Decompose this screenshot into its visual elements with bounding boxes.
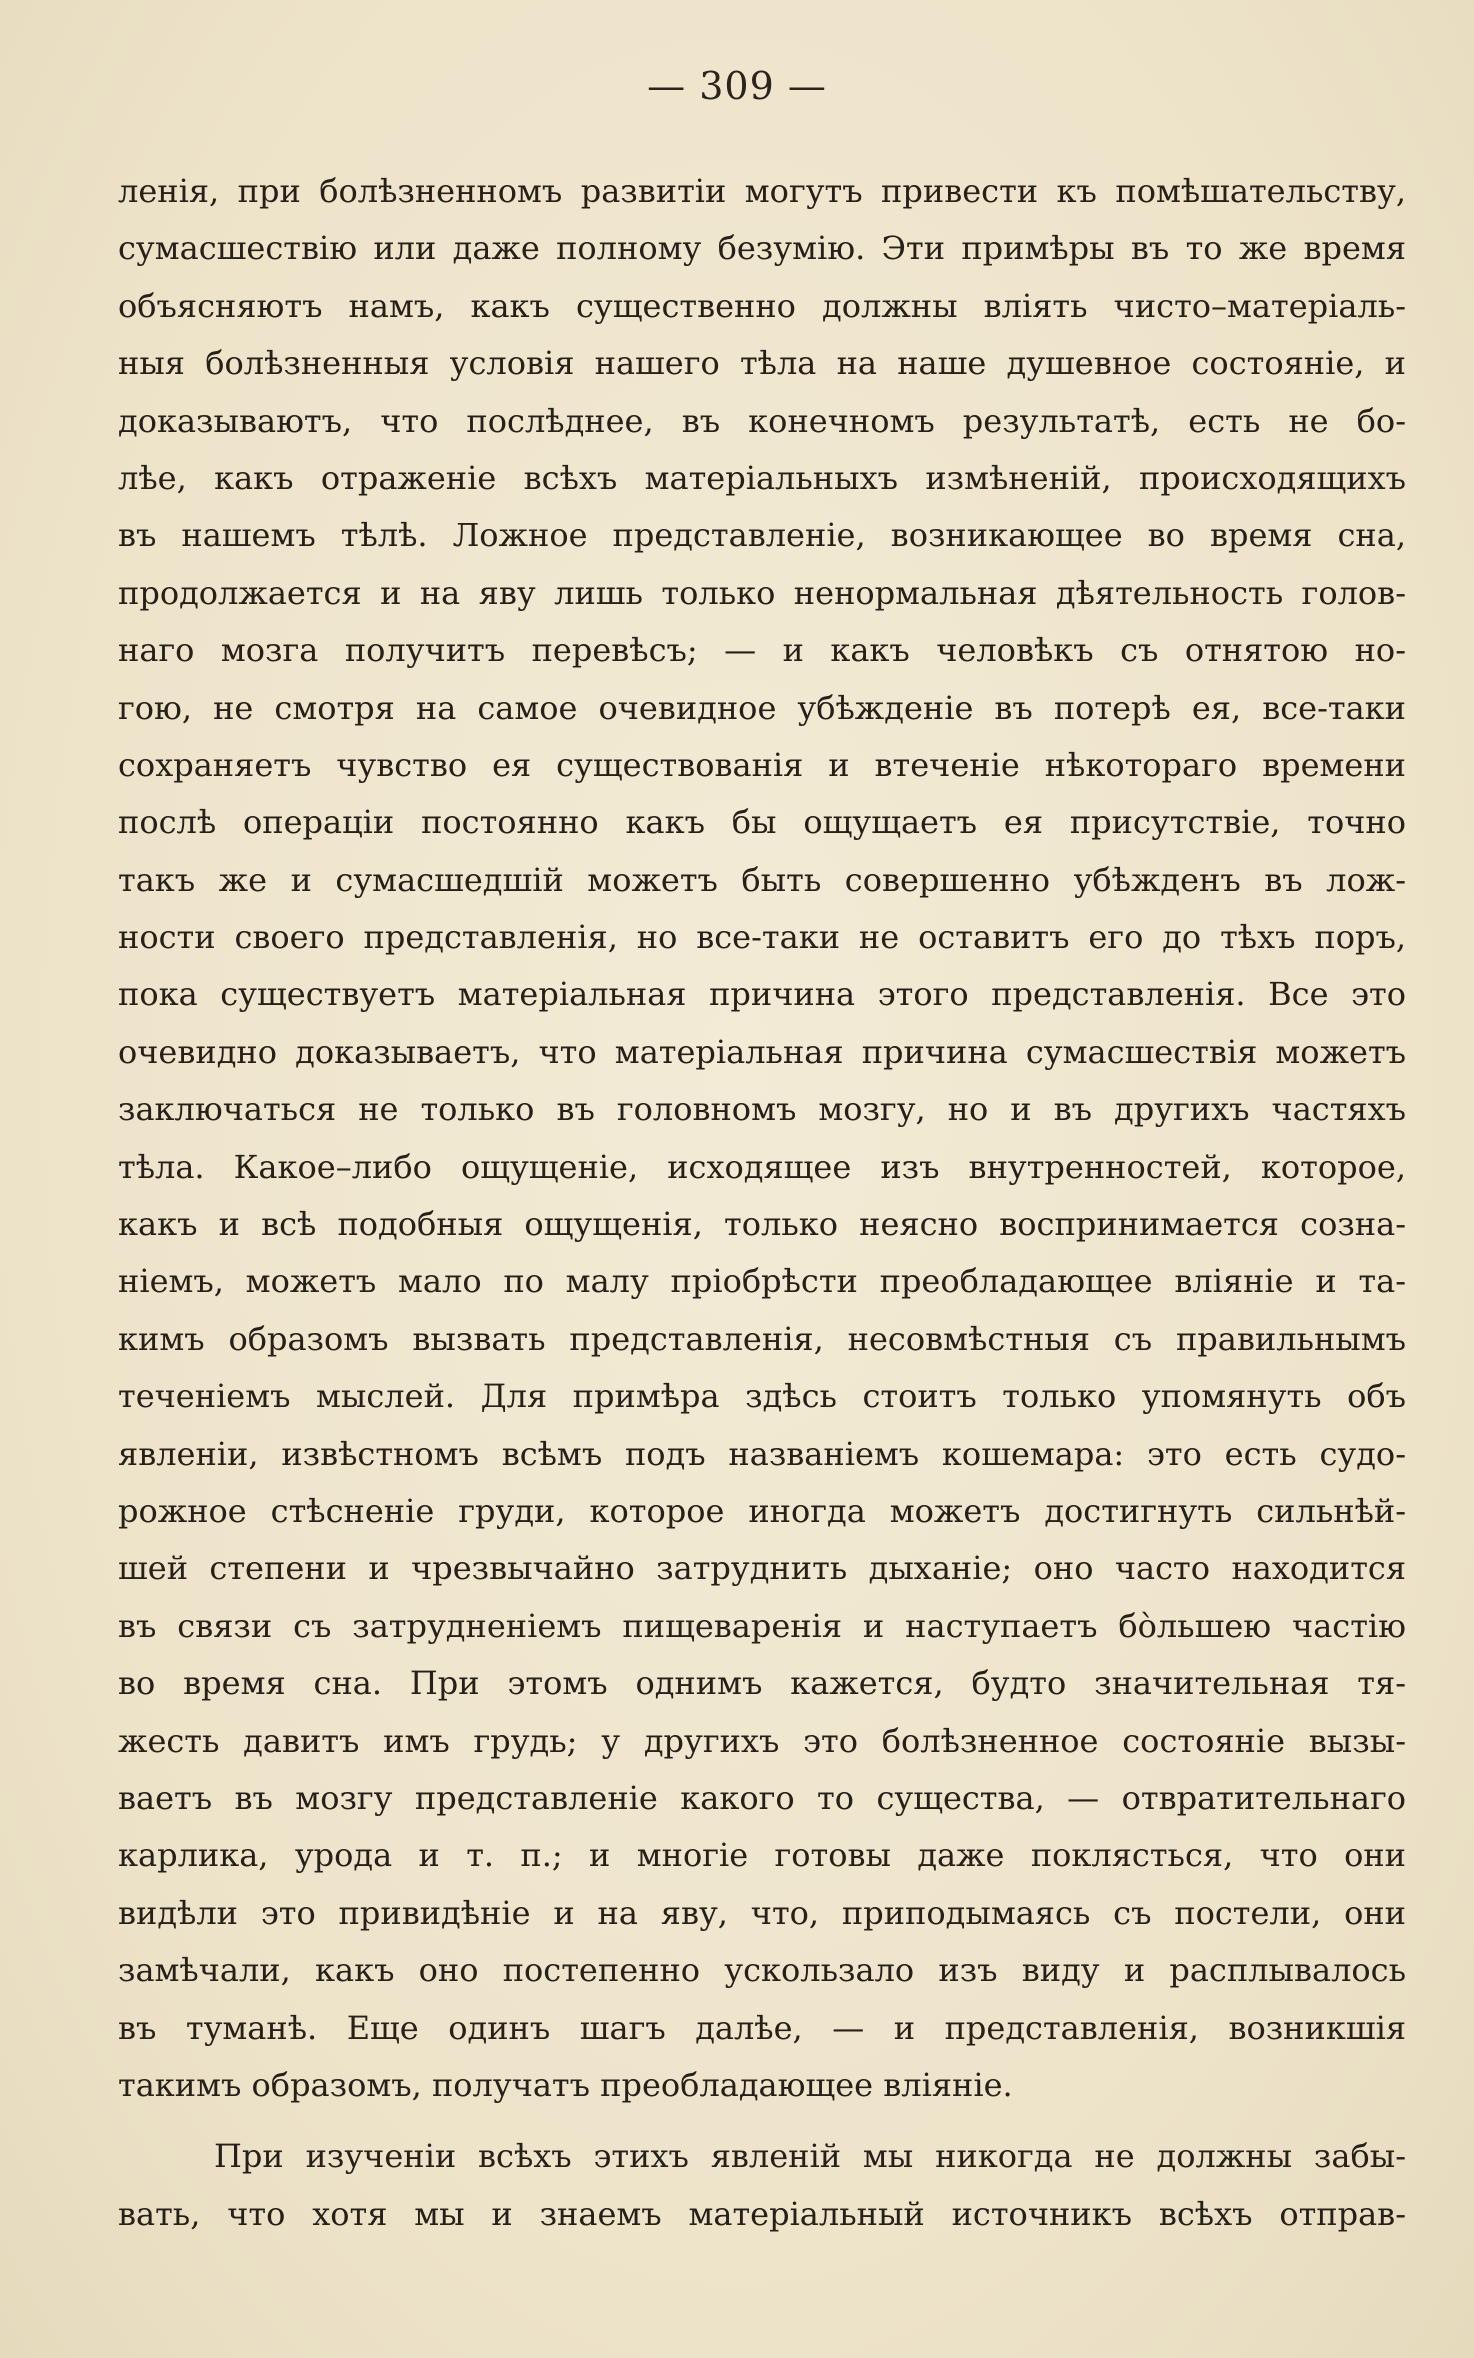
- text-line: шей степени и чрезвычайно затруднить дыханіе; оно часто находится: [118, 1549, 1406, 1588]
- text-line: замѣчали, какъ оно постепенно ускользало изъ виду и расплывалось: [118, 1951, 1406, 1990]
- text-line: явленіи, извѣстномъ всѣмъ подъ названіемъ кошемара: это есть судо-: [118, 1434, 1406, 1473]
- text-line: ленія, при болѣзненномъ развитіи могутъ привести къ помѣшательству,: [118, 172, 1406, 210]
- text-line: такимъ образомъ, получатъ преобладающее вліяніе.: [118, 2065, 1013, 2104]
- text-line: заключаться не только въ головномъ мозгу, но и въ другихъ частяхъ: [118, 1090, 1406, 1129]
- text-line: какъ и всѣ подобныя ощущенія, только неясно воспринимается созна-: [118, 1205, 1406, 1244]
- text-line: ности своего представленія, но все-таки не оставитъ его до тѣхъ поръ,: [118, 918, 1406, 957]
- text-line: вать, что хотя мы и знаемъ матеріальный источникъ всѣхъ отправ-: [118, 2194, 1406, 2233]
- paragraph-gap: [118, 2114, 1406, 2128]
- text-line: сумасшествію или даже полному безумію. Эти примѣры въ то же время: [118, 229, 1406, 268]
- text-line: сохраняетъ чувство ея существованія и втеченіе нѣкотораго времени: [118, 745, 1406, 784]
- text-line: во время сна. При этомъ однимъ кажется, будто значительная тя-: [118, 1664, 1406, 1703]
- paragraph-1: [118, 163, 1406, 2114]
- text-line: такъ же и сумасшедшій можетъ быть совершенно убѣжденъ въ лож-: [118, 860, 1406, 899]
- text-line: послѣ операціи постоянно какъ бы ощущаетъ ея присутствіе, точно: [118, 803, 1406, 842]
- text-line: жесть давитъ имъ грудь; у другихъ это болѣзненное состояніе вызы-: [118, 1721, 1406, 1760]
- text-line: въ связи съ затрудненіемъ пищеваренія и наступаетъ бо̀льшею частію: [118, 1606, 1406, 1645]
- text-line: видѣли это привидѣніе и на яву, что, приподымаясь съ постели, они: [118, 1893, 1406, 1932]
- text-line: очевидно доказываетъ, что матеріальная причина сумасшествія можетъ: [118, 1032, 1406, 1071]
- page-number: — 309 —: [647, 64, 827, 108]
- text-line: въ нашемъ тѣлѣ. Ложное представленіе, возникающее во время сна,: [118, 516, 1406, 555]
- text-line: теченіемъ мыслей. Для примѣра здѣсь стоитъ только упомянуть объ: [118, 1377, 1406, 1416]
- text-line: лѣе, какъ отраженіе всѣхъ матеріальныхъ измѣненій, происходящихъ: [118, 458, 1406, 497]
- text-line: тѣла. Какое–либо ощущеніе, исходящее изъ внутренностей, которое,: [118, 1147, 1406, 1186]
- text-line: доказываютъ, что послѣднее, въ конечномъ результатѣ, есть не бо-: [118, 401, 1406, 440]
- text-line: пока существуетъ матеріальная причина этого представленія. Все это: [118, 975, 1406, 1014]
- text-line: продолжается и на яву лишь только ненормальная дѣятельность голов-: [118, 573, 1406, 612]
- text-line: ваетъ въ мозгу представленіе какого то существа, — отвратительнаго: [118, 1778, 1406, 1817]
- text-line: рожное стѣсненіе груди, которое иногда можетъ достигнуть сильнѣй-: [118, 1491, 1406, 1530]
- text-line: наго мозга получитъ перевѣсъ; — и какъ человѣкъ съ отнятою но-: [118, 631, 1406, 670]
- text-line: въ туманѣ. Еще одинъ шагъ далѣе, — и представленія, возникшія: [118, 2008, 1406, 2047]
- text-line: карлика, урода и т. п.; и многіе готовы даже поклясться, что они: [118, 1836, 1406, 1875]
- body-text: [118, 163, 1406, 2243]
- text-line: ніемъ, можетъ мало по малу пріобрѣсти преобладающее вліяніе и та-: [118, 1262, 1406, 1301]
- text-line: При изученіи всѣхъ этихъ явленій мы никогда не должны забы-: [214, 2137, 1406, 2176]
- text-line: ныя болѣзненныя условія нашего тѣла на наше душевное состояніе, и: [118, 344, 1406, 383]
- text-line: объясняютъ намъ, какъ существенно должны вліять чисто–матеріаль-: [118, 286, 1406, 325]
- text-line: гою, не смотря на самое очевидное убѣжденіе въ потерѣ ея, все-таки: [118, 688, 1406, 727]
- paragraph-2: [118, 2128, 1406, 2243]
- text-line: кимъ образомъ вызвать представленія, несовмѣстныя съ правильнымъ: [118, 1319, 1406, 1358]
